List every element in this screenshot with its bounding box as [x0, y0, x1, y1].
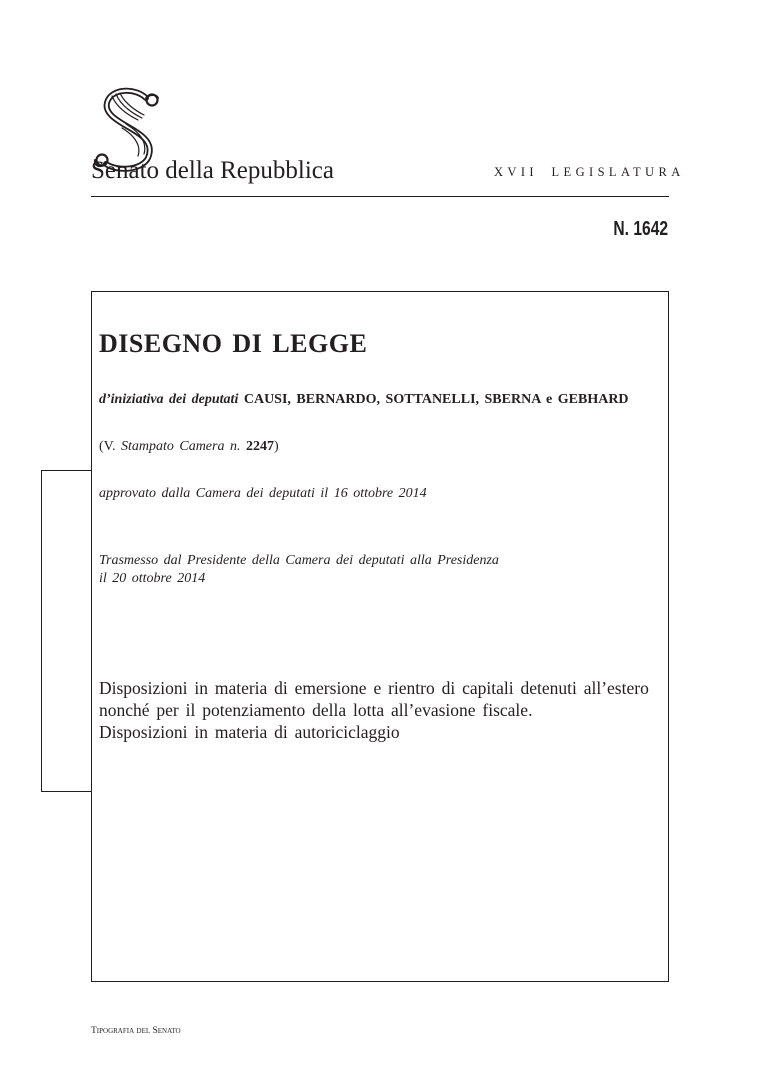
approval-note: approvato dalla Camera dei deputati il 16 ottobre 2014: [99, 486, 427, 501]
frame-tab-top: [41, 470, 92, 471]
transmission-note: [99, 552, 569, 588]
printer-credit: Tipografia del Senato: [91, 1026, 181, 1036]
transmission-line-2: il 20 ottobre 2014: [99, 571, 206, 586]
reference-close: ): [273, 439, 279, 454]
sponsors-list: CAUSI, BERNARDO, SOTTANELLI, SBERNA e GEBHARD: [243, 392, 629, 407]
bill-type-title: DISEGNO DI LEGGE: [99, 329, 368, 358]
frame-tab-bottom: [41, 791, 92, 792]
institution-name: Senato della Repubblica: [91, 157, 334, 184]
bill-subject: [99, 677, 664, 743]
initiative-prefix: d’iniziativa dei deputati: [99, 392, 239, 407]
reference-label: Stampato Camera n.: [120, 439, 241, 454]
printed-reference: [99, 439, 279, 455]
initiative-line: [99, 390, 644, 409]
frame-tab-side: [41, 470, 42, 792]
header-divider: [91, 196, 669, 197]
transmission-line-1: Trasmesso dal Presidente della Camera dei deputati alla Presidenza: [99, 553, 499, 568]
document-number: N. 1642: [613, 218, 668, 240]
reference-number: 2247: [245, 439, 274, 454]
subject-line: Disposizioni in materia di autoriciclaggio: [99, 722, 400, 742]
subject-line: Disposizioni in materia di emersione e rientro di capitali detenuti all’estero: [99, 678, 649, 698]
reference-open: (V.: [99, 439, 116, 454]
subject-line: nonché per il potenziamento della lotta all’evasione fiscale.: [99, 700, 533, 720]
legislature-label: XVII LEGISLATURA: [494, 165, 685, 179]
